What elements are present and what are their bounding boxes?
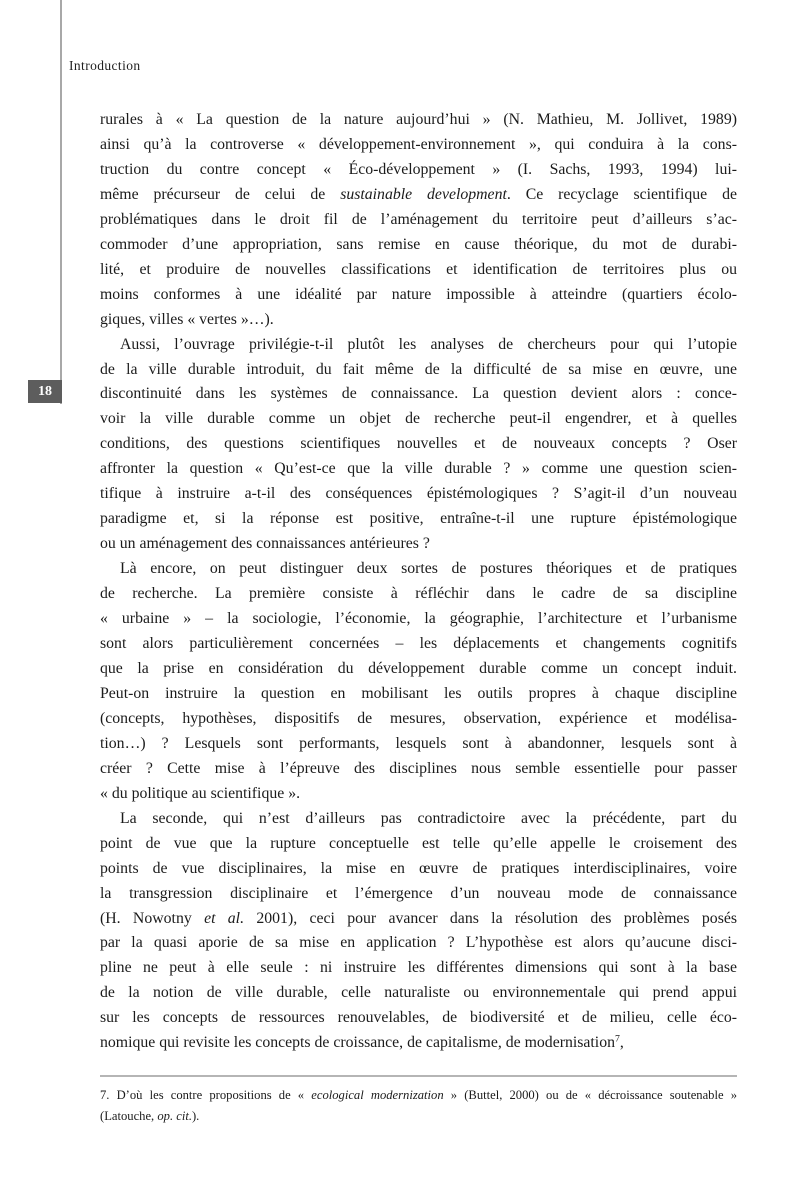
page-number-badge: 18 <box>28 380 62 403</box>
margin-vertical-rule <box>60 0 62 404</box>
text-line: « du politique au scientifique ». <box>100 784 301 802</box>
text-line: par la quasi aporie de sa mise en application ? L’hypothèse est alors qu’aucune disci- <box>100 934 737 952</box>
body-text <box>100 108 737 1056</box>
text-line: moins conformes à une idéalité par nature impossible à atteindre (quartiers écolo- <box>100 285 737 303</box>
text-line: voir la ville durable comme un objet de recherche peut-il engendrer, et à quelles <box>100 410 737 428</box>
text-line: points de vue disciplinaires, la mise en œuvre de pratiques interdisciplinaires, voire <box>100 859 737 877</box>
text-line: pline ne peut à elle seule : ni instruire les différentes dimensions qui sont à la base <box>100 959 737 977</box>
paragraph <box>100 807 737 1057</box>
text-line: sur les concepts de ressources renouvelables, de biodiversité et de milieu, celle éco- <box>100 1009 737 1027</box>
text-line: la transgression disciplinaire et l’émergence d’un nouveau mode de connaissance <box>100 884 737 902</box>
footnote <box>100 1075 737 1127</box>
text-line: de recherche. La première consiste à réfléchir dans le cadre de sa discipline <box>100 585 737 603</box>
text-line: sont alors particulièrement concernées – les déplacements et changements cognitifs <box>100 635 737 653</box>
text-line: même précurseur de celui de sustainable development. Ce recyclage scientifique de <box>100 185 737 203</box>
paragraph <box>100 333 737 558</box>
footnote-marker: 7 <box>615 1033 620 1045</box>
text-line: (H. Nowotny et al. 2001), ceci pour avancer dans la résolution des problèmes posés <box>100 909 737 927</box>
text-line: affronter la question « Qu’est-ce que la ville durable ? » comme une question scien- <box>100 460 737 478</box>
paragraph <box>100 557 737 807</box>
text-line: truction du contre concept « Éco-développement » (I. Sachs, 1993, 1994) lui- <box>100 160 737 178</box>
text-line: Aussi, l’ouvrage privilégie-t-il plutôt les analyses de chercheurs pour qui l’utopie <box>120 335 737 353</box>
text-line: discontinuité dans les systèmes de connaissance. La question devient alors : conce- <box>100 385 737 403</box>
footnote-line: (Latouche, op. cit.). <box>100 1108 200 1123</box>
text-line: de la ville durable introduit, du fait même de la difficulté de sa mise en œuvre, une <box>100 360 737 378</box>
text-line: que la prise en considération du développement durable comme un concept induit. <box>100 659 737 677</box>
text-line: paradigme et, si la réponse est positive, entraîne-t-il une rupture épistémologique <box>100 510 737 528</box>
text-line: (concepts, hypothèses, dispositifs de mesures, observation, expérience et modélisa- <box>100 709 737 727</box>
text-line: de la notion de ville durable, celle naturaliste ou environnementale qui prend appui <box>100 984 737 1002</box>
text-line: tifique à instruire a-t-il des conséquences épistémologiques ? S’agit-il d’un nouveau <box>100 485 737 503</box>
text-line: point de vue que la rupture conceptuelle est telle qu’elle appelle le croisement des <box>100 834 737 852</box>
text-line: ou un aménagement des connaissances antérieures ? <box>100 535 430 553</box>
text-line: conditions, des questions scientifiques nouvelles et de nouveaux concepts ? Oser <box>100 435 737 453</box>
text-line: problématiques dans le droit fil de l’aménagement du territoire peut d’ailleurs s’ac- <box>100 210 737 228</box>
paragraph <box>100 108 737 333</box>
text-line: commoder d’une appropriation, sans remise en cause théorique, du mot de durabi- <box>100 235 737 253</box>
text-line: lité, et produire de nouvelles classifications et identification de territoires plus ou <box>100 260 737 278</box>
text-line: La seconde, qui n’est d’ailleurs pas contradictoire avec la précédente, part du <box>120 809 737 827</box>
text-line: rurales à « La question de la nature aujourd’hui » (N. Mathieu, M. Jollivet, 1989) <box>100 111 737 128</box>
text-line: créer ? Cette mise à l’épreuve des disciplines nous semble essentielle pour passer <box>100 759 737 777</box>
text-line: « urbaine » – la sociologie, l’économie, la géographie, l’architecture et l’urbanisme <box>100 610 737 628</box>
text-line: giques, villes « vertes »…). <box>100 310 274 328</box>
footnote-line: 7. D’où les contre propositions de « ecological modernization » (Buttel, 2000) ou de « décroissance soutenable » <box>100 1088 738 1102</box>
text-line: tion…) ? Lesquels sont performants, lesquels sont à abandonner, lesquels sont à <box>100 734 737 752</box>
text-line: Peut-on instruire la question en mobilisant les outils propres à chaque discipline <box>100 684 737 702</box>
text-line: ainsi qu’à la controverse « développement-environnement », qui conduira à la cons- <box>100 135 737 153</box>
running-header: Introduction <box>69 58 141 73</box>
text-line: nomique qui revisite les concepts de croissance, de capitalisme, de modernisation$^7$, <box>100 1033 624 1052</box>
text-line: Là encore, on peut distinguer deux sortes de postures théoriques et de pratiques <box>120 560 737 578</box>
